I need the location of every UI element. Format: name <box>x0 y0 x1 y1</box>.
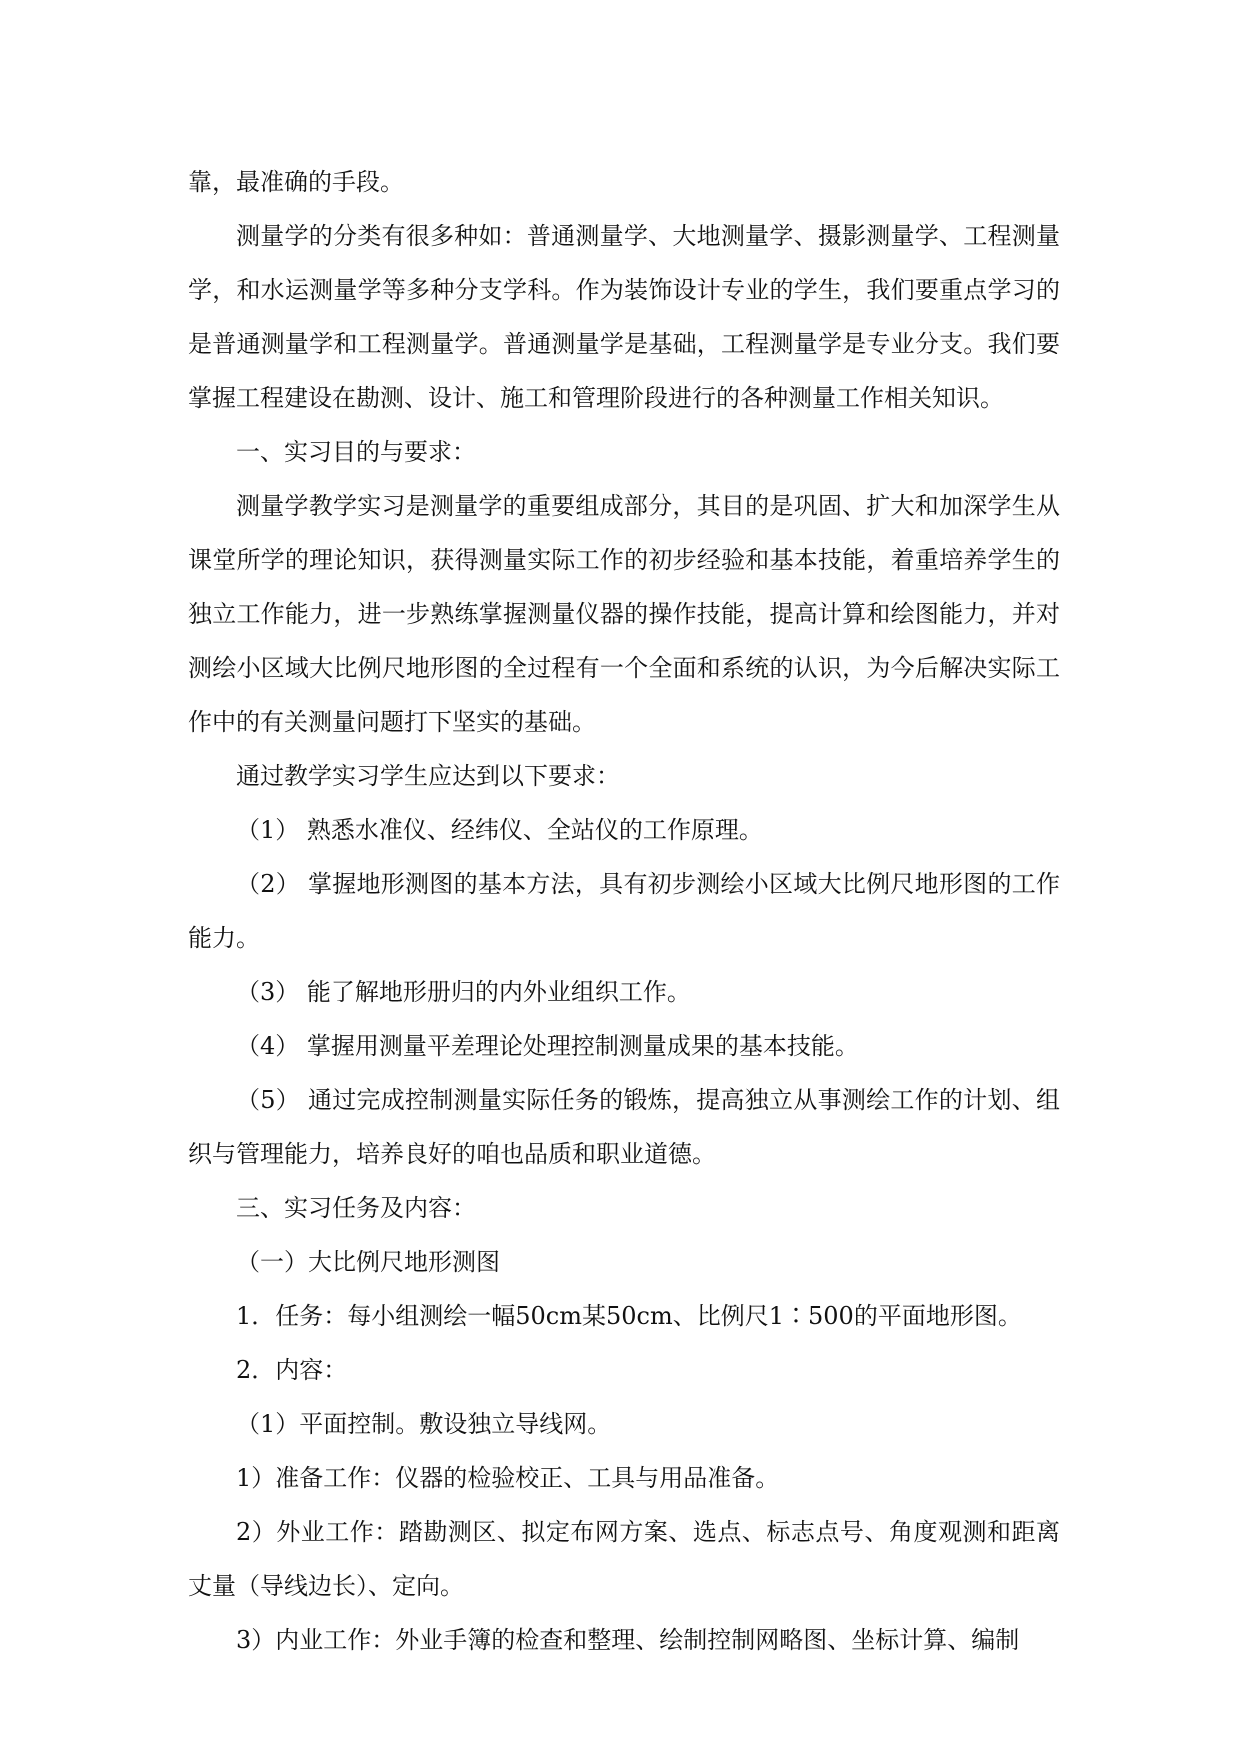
list-item: （5） 通过完成控制测量实际任务的锻炼，提高独立从事测绘工作的计划、组织与管理能力，培养良好的咱也品质和职业道德。 <box>188 1086 1060 1168</box>
list-item: （4） 掌握用测量平差理论处理控制测量成果的基本技能。 <box>236 1032 859 1060</box>
paragraph: 测量学的分类有很多种如：普通测量学、大地测量学、摄影测量学、工程测量学，和水运测量学等多种分支学科。作为装饰设计专业的学生，我们要重点学习的是普通测量学和工程测量学。普通测量学是基础，工程测量学是专业分支。我们要掌握工程建设在勘测、设计、施工和管理阶段进行的各种测量工作相关知识。 <box>188 222 1060 412</box>
list-item: （3） 能了解地形册归的内外业组织工作。 <box>236 978 691 1006</box>
paragraph: 靠，最准确的手段。 <box>188 168 404 196</box>
section-heading: 三、实习任务及内容： <box>236 1194 476 1222</box>
paragraph: 通过教学实习学生应达到以下要求： <box>236 762 620 790</box>
paragraph: 测量学教学实习是测量学的重要组成部分，其目的是巩固、扩大和加深学生从课堂所学的理论知识，获得测量实际工作的初步经验和基本技能，着重培养学生的独立工作能力，进一步熟练掌握测量仪器的操作技能，提高计算和绘图能力，并对测绘小区域大比例尺地形图的全过程有一个全面和系统的认识，为今后解决实际工作中的有关测量问题打下坚实的基础。 <box>188 492 1060 736</box>
paragraph: 1．任务：每小组测绘一幅50cm某50cm、比例尺1∶500的平面地形图。 <box>236 1302 1022 1330</box>
section-heading: 一、实习目的与要求： <box>236 438 476 466</box>
paragraph: 3）内业工作：外业手簿的检查和整理、绘制控制网略图、坐标计算、编制 <box>236 1626 1020 1654</box>
list-item: （1） 熟悉水准仪、经纬仪、全站仪的工作原理。 <box>236 816 763 844</box>
paragraph: 2．内容： <box>236 1356 348 1384</box>
document-page <box>188 155 1060 1667</box>
paragraph: （1）平面控制。敷设独立导线网。 <box>236 1410 612 1438</box>
paragraph: 2）外业工作：踏勘测区、拟定布网方案、选点、标志点号、角度观测和距离丈量（导线边长）、定向。 <box>188 1518 1060 1600</box>
list-item: （2） 掌握地形测图的基本方法，具有初步测绘小区域大比例尺地形图的工作能力。 <box>188 870 1060 952</box>
paragraph: 1）准备工作：仪器的检验校正、工具与用品准备。 <box>236 1464 780 1492</box>
subsection-heading: （一）大比例尺地形测图 <box>236 1248 500 1276</box>
